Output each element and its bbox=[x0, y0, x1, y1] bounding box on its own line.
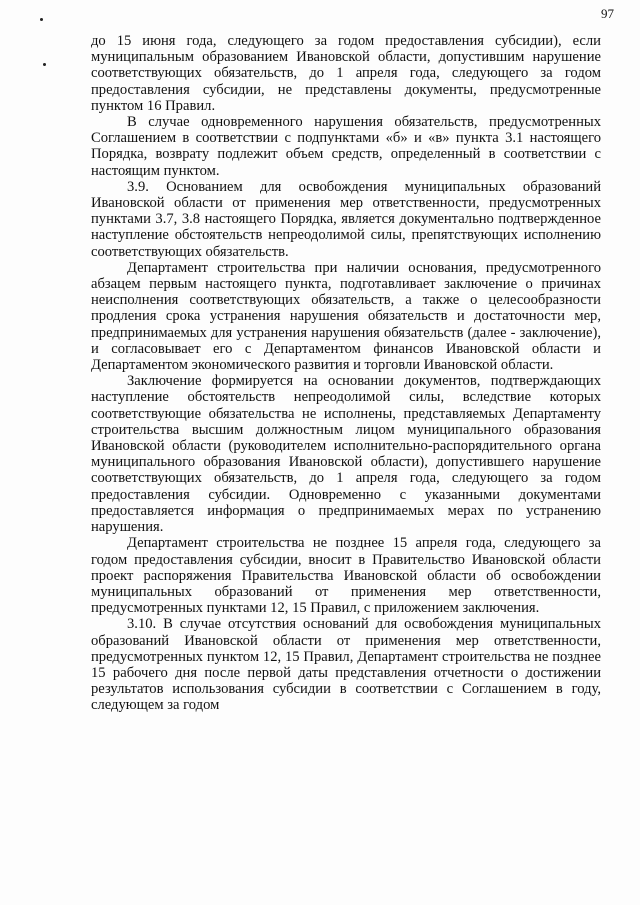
paragraph-3-10: 3.10. В случае отсутствия оснований для освобождения муниципальных образований Ивановской области от применения мер ответственности, предусмотренных пунктом 12, 15 Правил, Департамент строительства не позднее 15 рабочего дня после первой даты представления отчетности о достижении результатов использования субсидии в соответствии с Соглашением в году, следующем за годом bbox=[91, 616, 601, 714]
paragraph-3-9: 3.9. Основанием для освобождения муниципальных образований Ивановской области от применения мер ответственности, предусмотренных пунктами 3.7, 3.8 настоящего Порядка, является документально подтвержденное наступление обстоятельств непреодолимой силы, препятствующих исполнению соответствующих обязательств. bbox=[91, 178, 601, 260]
paragraph-continuation: до 15 июня года, следующего за годом предоставления субсидии), если муниципальным образованием Ивановской области, допустившим нарушение соответствующих обязательств, до 1 апреля года, следующего за годом предоставления субсидии, не представлены документы, предусмотренные пунктом 16 Правил. bbox=[91, 33, 601, 114]
paragraph: В случае одновременного нарушения обязательств, предусмотренных Соглашением в соответствии с подпунктами «б» и «в» пункта 3.1 настоящего Порядка, возврату подлежит объем средств, определенный в соответствии с настоящим пунктом. bbox=[91, 114, 601, 179]
paragraph: Департамент строительства не позднее 15 апреля года, следующего за годом предоставления субсидии, вносит в Правительство Ивановской области проект распоряжения Правительства Ивановской области об освобождении муниципальных образований от применения мер ответственности, предусмотренных пунктами 12, 15 Правил, с приложением заключения. bbox=[91, 535, 601, 617]
paragraph: Департамент строительства при наличии основания, предусмотренного абзацем первым настоящего пункта, подготавливает заключение о причинах неисполнения соответствующих обязательств, а также о целесообразности продления срока устранения нарушения обязательств и достаточности мер, предпринимаемых для устранения нарушения обязательств (далее - заключение), и согласовывает его с Департаментом финансов Ивановской области и Департаментом экономического развития и торговли Ивановской области. bbox=[91, 259, 601, 374]
page-number: 97 bbox=[601, 6, 614, 21]
paragraph: Заключение формируется на основании документов, подтверждающих наступление обстоятельств непреодолимой силы, вследствие которых соответствующие обязательства не исполнены, представляемых Департаменту строительства высшим должностным лицом муниципального образования Ивановской области (руководителем исполнительно-распорядительного органа муниципального образования Ивановской области), допустившего нарушение соответствующих обязательств, до 1 апреля года, следующего за годом предоставления субсидии. Одновременно с указанными документами предоставляется информация о предпринимаемых мерах по устранению нарушения. bbox=[91, 373, 601, 536]
scan-speck bbox=[43, 63, 46, 66]
document-body bbox=[91, 33, 601, 714]
scan-speck bbox=[40, 18, 43, 21]
